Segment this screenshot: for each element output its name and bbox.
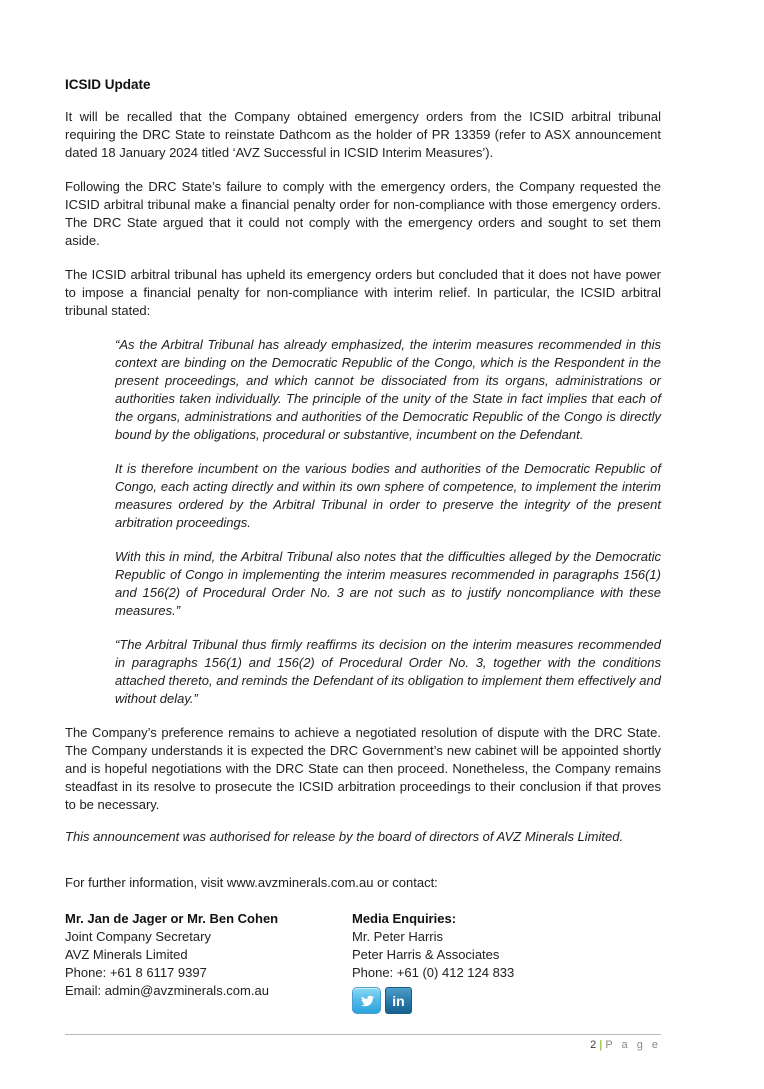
paragraph-company-preference: The Company’s preference remains to achieve a negotiated resolution of dispute with the DRC State. The Company understands it is expected the DRC Government’s new cabinet will be appointed shortly and is hopeful negotiations with the DRC State can then proceed. Nonetheless, the Company remains steadfast in its resolve to prosecute the ICSID arbitration proceedings to their conclusion if that proves to be necessary. (65, 725, 661, 812)
media-enquiries-heading: Media Enquiries: (352, 911, 457, 926)
contact-company-secretary (65, 910, 352, 1014)
media-contact-phone: Phone: +61 (0) 412 124 833 (352, 965, 515, 980)
page-number: 2 (590, 1039, 597, 1051)
contact-name-heading: Mr. Jan de Jager or Mr. Ben Cohen (65, 911, 279, 926)
further-information-line: For further information, visit www.avzminerals.com.au or contact: (65, 875, 438, 890)
contact-line-company: AVZ Minerals Limited (65, 947, 188, 962)
tribunal-quote-4: “The Arbitral Tribunal thus firmly reaffirms its decision on the interim measures recommended in paragraphs 156(1) and 156(2) of Procedural Order No. 3, together with the conditions attached thereto, and reminds the Defendant of its obligation to implement them effectively and without delay.” (115, 637, 661, 706)
media-contact-company: Peter Harris & Associates (352, 947, 500, 962)
authorisation-note: This announcement was authorised for release by the board of directors of AVZ Minerals Limited. (65, 829, 624, 844)
tribunal-quote-1: “As the Arbitral Tribunal has already emphasized, the interim measures recommended in this context are binding on the Democratic Republic of the Congo, which is the Respondent in the present proceedings, and which cannot be dissociated from its organs, administrations or authorities taken individually. The principle of the unity of the State in fact implies that each of the organs, administrations and authorities of the Democratic Republic of the Congo is directly bound by the obligations, procedural or substantive, incumbent on the Defendant. (115, 337, 661, 442)
twitter-bird-icon[interactable] (352, 987, 381, 1014)
media-contact-name: Mr. Peter Harris (352, 929, 444, 944)
paragraph-tribunal-upheld: The ICSID arbitral tribunal has upheld its emergency orders but concluded that it does not have power to impose a financial penalty for non-compliance with interim relief. In particular, the ICSID arbitral tribunal stated: (65, 267, 661, 318)
contact-media-enquiries (352, 910, 661, 1014)
tribunal-quote-3: With this in mind, the Arbitral Tribunal also notes that the difficulties alleged by the Democratic Republic of Congo in implementing the interim measures recommended in paragraphs 156(1) and 156(2) of Procedural Order No. 3 are not such as to justify noncompliance with these measures.” (115, 549, 661, 618)
paragraph-failure-to-comply: Following the DRC State’s failure to comply with the emergency orders, the Company requested the ICSID arbitral tribunal make a financial penalty order for non-compliance with those emergency orders. The DRC State argued that it could not comply with the emergency orders and sought to set them aside. (65, 179, 661, 248)
linkedin-icon[interactable]: in (385, 987, 412, 1014)
social-links-row (352, 987, 661, 1014)
contact-line-email: Email: admin@avzminerals.com.au (65, 983, 269, 998)
document-page (65, 0, 661, 1014)
page-footer (65, 1034, 661, 1051)
footer-page-label: P a g e (605, 1039, 661, 1051)
contact-line-phone: Phone: +61 8 6117 9397 (65, 965, 207, 980)
paragraph-emergency-orders: It will be recalled that the Company obtained emergency orders from the ICSID arbitral tribunal requiring the DRC State to reinstate Dathcom as the holder of PR 13359 (refer to ASX announcement dated 18 January 2024 titled ‘AVZ Successful in ICSID Interim Measures’). (65, 109, 661, 160)
contact-block (65, 910, 661, 1014)
section-heading: ICSID Update (65, 77, 151, 92)
tribunal-quote-2: It is therefore incumbent on the various bodies and authorities of the Democratic Republic of Congo, each acting directly and within its own sphere of competence, to implement the interim measures ordered by the Arbitral Tribunal in order to preserve the integrity of the present arbitration proceedings. (115, 461, 661, 530)
footer-separator: | (599, 1039, 603, 1051)
contact-line-title: Joint Company Secretary (65, 929, 211, 944)
